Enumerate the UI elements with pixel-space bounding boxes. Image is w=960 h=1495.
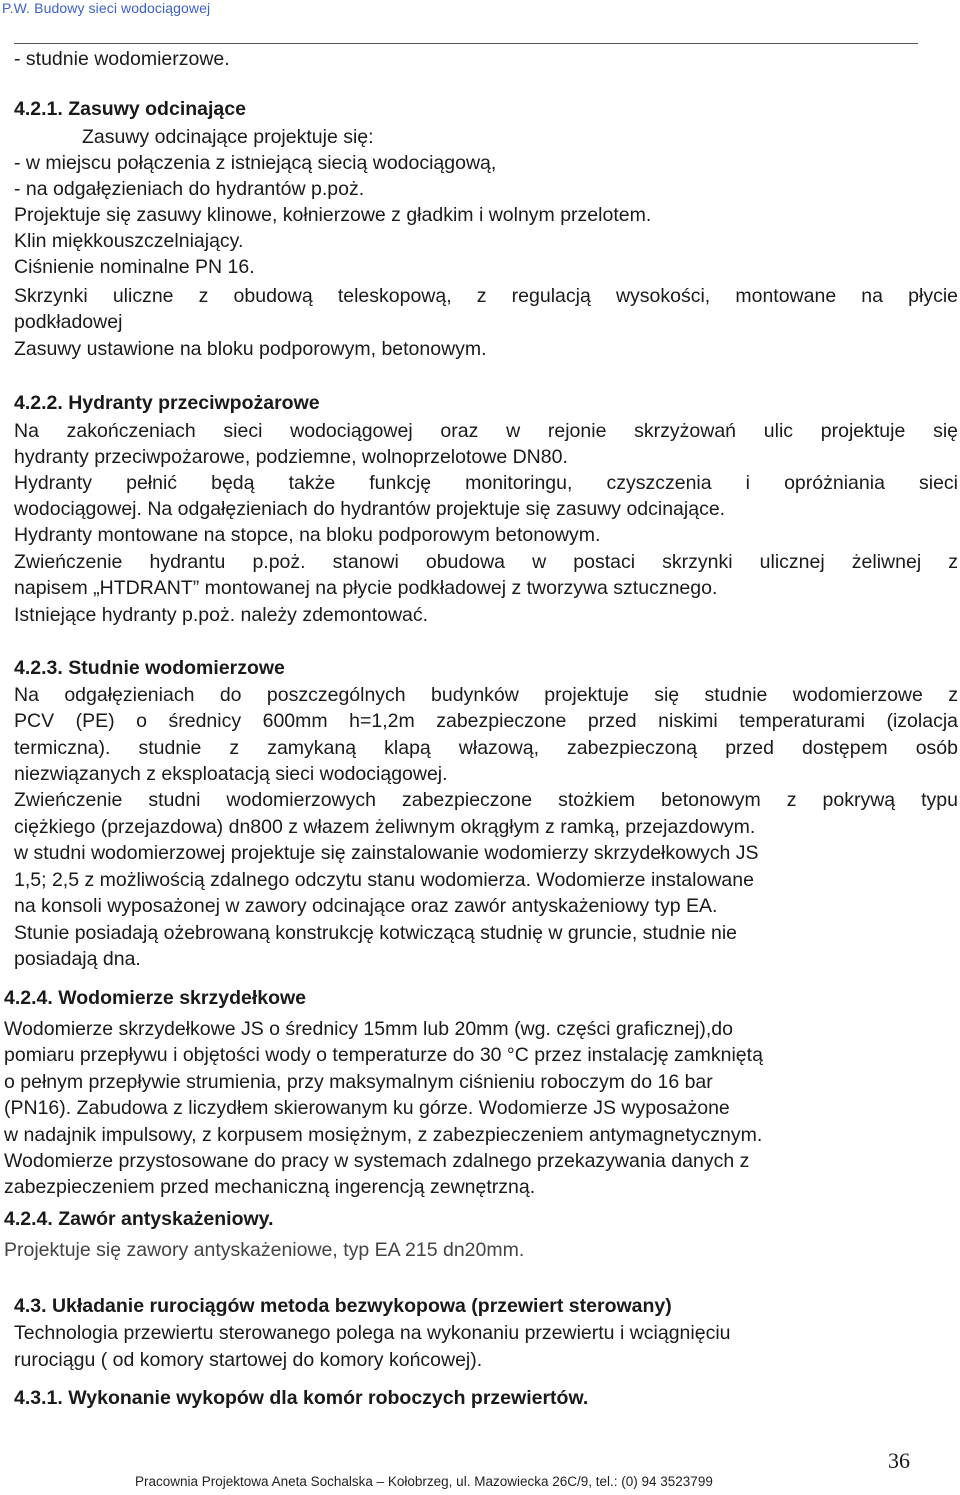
paragraph-line: termiczna). studnie z zamykaną klapą włazową, zabezpieczoną przed dostępem osób xyxy=(14,737,958,759)
paragraph-line: na konsoli wyposażonej w zawory odcinające oraz zawór antyskażeniowy typ EA. xyxy=(14,895,718,917)
paragraph-line: Skrzynki uliczne z obudową teleskopową, z regulacją wysokości, montowane na płycie xyxy=(14,285,958,307)
section-heading: 4.2.3. Studnie wodomierzowe xyxy=(14,657,285,679)
section-heading: 4.2.4. Wodomierze skrzydełkowe xyxy=(4,987,307,1009)
section-heading: 4.3.1. Wykonanie wykopów dla komór roboczych przewiertów. xyxy=(14,1387,589,1409)
paragraph-line: w nadajnik impulsowy, z korpusem mosiężnym, z zabezpieczeniem antymagnetycznym. xyxy=(4,1124,763,1146)
paragraph-line: w studni wodomierzowej projektuje się zainstalowanie wodomierzy skrzydełkowych JS xyxy=(14,842,759,864)
header-rule xyxy=(14,43,918,44)
paragraph-line: Zasuwy odcinające projektuje się: xyxy=(82,126,374,148)
paragraph-line: Zwieńczenie studni wodomierzowych zabezpieczone stożkiem betonowym z pokrywą typu xyxy=(14,789,958,811)
list-item: - studnie wodomierzowe. xyxy=(14,48,230,70)
paragraph-line: Klin miękkouszczelniający. xyxy=(14,230,244,252)
paragraph-line: Hydranty pełnić będą także funkcję monitoringu, czyszczenia i opróżniania sieci xyxy=(14,472,958,494)
paragraph-line: Projektuje się zasuwy klinowe, kołnierzowe z gładkim i wolnym przelotem. xyxy=(14,204,652,226)
paragraph-line: Na odgałęzieniach do poszczególnych budynków projektuje się studnie wodomierzowe z xyxy=(14,684,958,706)
paragraph-line: napisem „HTDRANT” montowanej na płycie podkładowej z tworzywa sztucznego. xyxy=(14,577,718,599)
section-heading: 4.2.1. Zasuwy odcinające xyxy=(14,98,246,120)
paragraph-line: zabezpieczeniem przed mechaniczną ingerencją zewnętrzną. xyxy=(4,1176,536,1198)
paragraph-line: posiadają dna. xyxy=(14,948,141,970)
paragraph-line: Na zakończeniach sieci wodociągowej oraz w rejonie skrzyżowań ulic projektuje się xyxy=(14,420,958,442)
section-heading: 4.2.4. Zawór antyskażeniowy. xyxy=(4,1208,274,1230)
paragraph-line: pomiaru przepływu i objętości wody o temperaturze do 30 °C przez instalację zamkniętą xyxy=(4,1044,763,1066)
section-heading: 4.2.2. Hydranty przeciwpożarowe xyxy=(14,392,320,414)
paragraph-line: Ciśnienie nominalne PN 16. xyxy=(14,256,255,278)
page-number: 36 xyxy=(888,1448,910,1473)
paragraph-line: (PN16). Zabudowa z liczydłem skierowanym ku górze. Wodomierze JS wyposażone xyxy=(4,1097,730,1119)
page-footer: Pracownia Projektowa Aneta Sochalska – Kołobrzeg, ul. Mazowiecka 26C/9, tel.: (0) 94 3523799 xyxy=(135,1474,713,1489)
paragraph-line: Technologia przewiertu sterowanego polega na wykonaniu przewiertu i wciągnięciu xyxy=(14,1322,731,1344)
paragraph-line: 1,5; 2,5 z możliwością zdalnego odczytu stanu wodomierza. Wodomierze instalowane xyxy=(14,869,754,891)
paragraph-line: niezwiązanych z eksploatacją sieci wodociągowej. xyxy=(14,763,448,785)
paragraph-line: hydranty przeciwpożarowe, podziemne, wolnoprzelotowe DN80. xyxy=(14,446,568,468)
paragraph-line: podkładowej xyxy=(14,311,123,333)
section-heading: 4.3. Układanie rurociągów metoda bezwykopowa (przewiert sterowany) xyxy=(14,1295,672,1317)
paragraph-line: rurociągu ( od komory startowej do komory końcowej). xyxy=(14,1349,483,1371)
paragraph-line: Wodomierze skrzydełkowe JS o średnicy 15mm lub 20mm (wg. części graficznej),do xyxy=(4,1018,733,1040)
paragraph-line: Hydranty montowane na stopce, na bloku podporowym betonowym. xyxy=(14,524,601,546)
running-header: P.W. Budowy sieci wodociągowej xyxy=(2,0,211,16)
paragraph-line: o pełnym przepływie strumienia, przy maksymalnym ciśnieniu roboczym do 16 bar xyxy=(4,1071,713,1093)
paragraph-line: PCV (PE) o średnicy 600mm h=1,2m zabezpieczone przed niskimi temperaturami (izolacja xyxy=(14,710,958,732)
list-item: - na odgałęzieniach do hydrantów p.poż. xyxy=(14,178,365,200)
paragraph-line: Istniejące hydranty p.poż. należy zdemontować. xyxy=(14,604,429,626)
paragraph-line: Zasuwy ustawione na bloku podporowym, betonowym. xyxy=(14,338,487,360)
paragraph-line: Zwieńczenie hydrantu p.poż. stanowi obudowa w postaci skrzynki ulicznej żeliwnej z xyxy=(14,551,958,573)
paragraph-line: Stunie posiadają ożebrowaną konstrukcję kotwiczącą studnię w gruncie, studnie nie xyxy=(14,922,738,944)
paragraph-line: ciężkiego (przejazdowa) dn800 z włazem żeliwnym okrągłym z ramką, przejazdowym. xyxy=(14,816,756,838)
paragraph-line: wodociągowej. Na odgałęzieniach do hydrantów projektuje się zasuwy odcinające. xyxy=(14,498,726,520)
paragraph-line: Projektuje się zawory antyskażeniowe, typ EA 215 dn20mm. xyxy=(4,1239,525,1261)
paragraph-line: Wodomierze przystosowane do pracy w systemach zdalnego przekazywania danych z xyxy=(4,1150,750,1172)
list-item: - w miejscu połączenia z istniejącą siecią wodociągową, xyxy=(14,152,497,174)
